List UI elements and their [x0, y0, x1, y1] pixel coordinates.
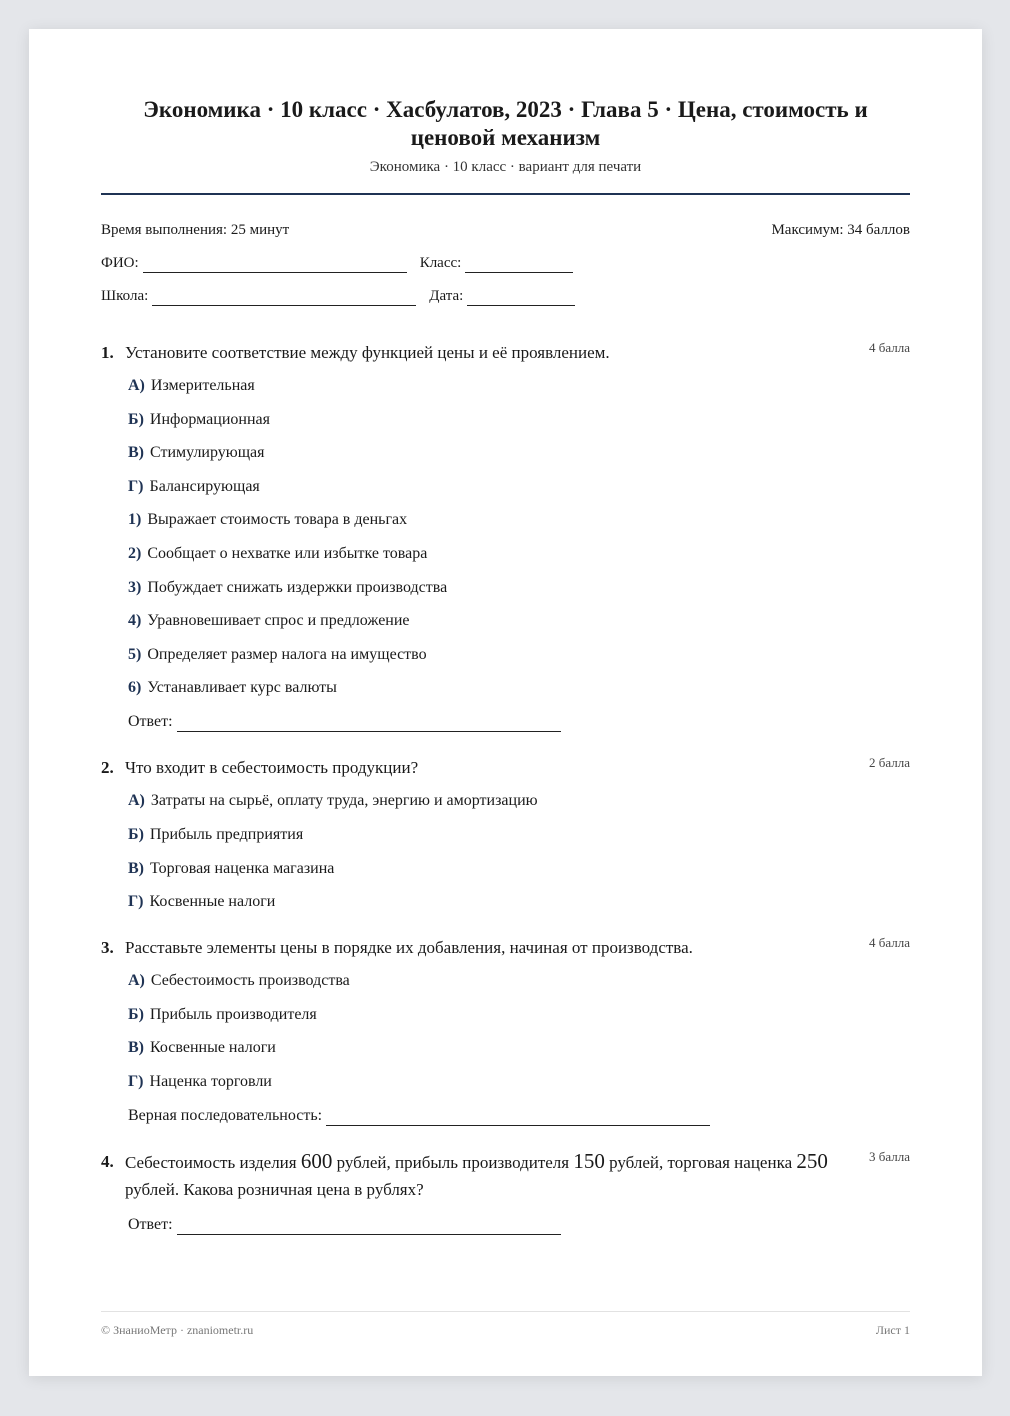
page-title: Экономика · 10 класс · Хасбулатов, 2023 · Глава 5 · Цена, стоимость и ценовой механизм: [143, 97, 868, 150]
question-text: Что входит в себестоимость продукции?: [125, 758, 419, 778]
option-text: Затраты на сырьё, оплату труда, энергию и амортизацию: [150, 792, 538, 810]
option-item: [128, 578, 910, 598]
school-date-row: [101, 287, 910, 306]
option-item: [128, 376, 910, 396]
option-text: Косвенные налоги: [149, 893, 276, 911]
option-key: Б): [128, 410, 144, 428]
footer-copyright: © ЗнаниоМетр · znaniometr.ru: [101, 1323, 254, 1337]
option-key: 3): [128, 578, 142, 596]
option-item: [128, 510, 910, 530]
option-key: Г): [128, 893, 144, 911]
option-item: [128, 443, 910, 463]
page-number: Лист 1: [875, 1323, 910, 1337]
option-key: Г): [128, 1072, 144, 1090]
answer-row: [128, 1106, 910, 1126]
question-1: [101, 339, 910, 732]
option-key: В): [128, 859, 144, 877]
option-item: [128, 611, 910, 631]
question-4: [101, 1148, 910, 1235]
date-label: Дата:: [429, 288, 464, 304]
option-key: Б): [128, 825, 144, 843]
option-item: [128, 791, 910, 811]
time-limit: Время выполнения: 25 минут: [101, 222, 290, 238]
fio-field[interactable]: [143, 258, 407, 273]
class-field[interactable]: [465, 258, 573, 273]
option-key: В): [128, 444, 144, 462]
answer-field[interactable]: [326, 1111, 710, 1126]
question-points: 3 балла: [869, 1148, 910, 1164]
option-text: Балансирующая: [149, 477, 260, 495]
answer-field[interactable]: [177, 717, 561, 732]
option-text: Информационная: [149, 410, 270, 428]
answer-row: [128, 1215, 910, 1235]
fio-label: ФИО:: [101, 255, 139, 271]
question-number: 2.: [101, 758, 114, 778]
option-key: 6): [128, 679, 142, 697]
answer-label: Ответ:: [128, 713, 173, 731]
option-text: Устанавливает курс валюты: [147, 679, 337, 697]
page-footer: [101, 1311, 910, 1338]
option-item: [128, 477, 910, 497]
meta-row: [101, 221, 910, 239]
answer-row: [128, 712, 910, 732]
option-key: 2): [128, 544, 142, 562]
option-text: Сообщает о нехватке или избытке товара: [147, 544, 428, 562]
question-points: 4 балла: [869, 340, 910, 355]
option-text: Торговая наценка магазина: [150, 859, 335, 877]
option-item: [128, 410, 910, 430]
option-text: Прибыль предприятия: [149, 825, 304, 843]
option-text: Побуждает снижать издержки производства: [147, 578, 448, 596]
page-subtitle: Экономика · 10 класс · вариант для печати: [369, 159, 642, 175]
answer-field[interactable]: [177, 1220, 561, 1235]
option-text: Наценка торговли: [149, 1072, 272, 1090]
option-text: Стимулирующая: [150, 444, 265, 462]
question-number: 3.: [101, 938, 114, 958]
school-label: Школа:: [101, 288, 149, 304]
header-divider: [101, 193, 910, 195]
question-number: 1.: [101, 343, 114, 362]
question-points: 4 балла: [869, 935, 910, 951]
option-text: Определяет размер налога на имущество: [147, 645, 427, 663]
class-label: Класс:: [419, 255, 462, 271]
question-number: 4.: [101, 1151, 114, 1171]
option-key: Б): [128, 1005, 144, 1023]
option-key: 5): [128, 645, 142, 663]
option-item: [128, 678, 910, 698]
question-3: [101, 934, 910, 1126]
name-class-row: [101, 254, 910, 273]
answer-label: Верная последовательность:: [128, 1106, 323, 1124]
school-field[interactable]: [152, 291, 416, 306]
option-text: Уравновешивает спрос и предложение: [147, 612, 410, 630]
max-score: Максимум: 34 баллов: [771, 222, 910, 238]
question-text: Установите соответствие между функцией цены и её проявлением.: [125, 343, 610, 362]
worksheet-content: [101, 29, 910, 1235]
option-item: [128, 645, 910, 665]
option-item: [128, 1038, 910, 1058]
option-key: 1): [128, 511, 142, 529]
option-text: Измерительная: [150, 377, 255, 394]
question-2: [101, 754, 910, 912]
option-item: [128, 1072, 910, 1092]
option-key: 4): [128, 612, 142, 630]
option-key: А): [128, 972, 145, 990]
question-text: Себестоимость изделия 600 рублей, прибыль производителя 150 рублей, торговая наценка 250 рублей. Какова розничная цена в рублях?: [125, 1148, 828, 1199]
option-text: Косвенные налоги: [150, 1039, 276, 1057]
option-key: Г): [128, 477, 144, 495]
date-field[interactable]: [467, 291, 575, 306]
option-item: [128, 825, 910, 845]
option-text: Выражает стоимость товара в деньгах: [147, 511, 408, 529]
option-item: [128, 1005, 910, 1025]
option-text: Себестоимость производства: [150, 972, 350, 990]
option-key: В): [128, 1039, 144, 1057]
option-item: [128, 892, 910, 912]
answer-label: Ответ:: [128, 1215, 173, 1233]
question-points: 2 балла: [869, 755, 910, 771]
option-text: Прибыль производителя: [149, 1005, 317, 1023]
option-key: А): [128, 377, 145, 394]
option-item: [128, 971, 910, 991]
question-text: Расставьте элементы цены в порядке их добавления, начиная от производства.: [125, 938, 693, 958]
option-item: [128, 544, 910, 564]
option-key: А): [128, 792, 145, 810]
worksheet-page: [29, 29, 982, 1376]
option-item: [128, 859, 910, 879]
